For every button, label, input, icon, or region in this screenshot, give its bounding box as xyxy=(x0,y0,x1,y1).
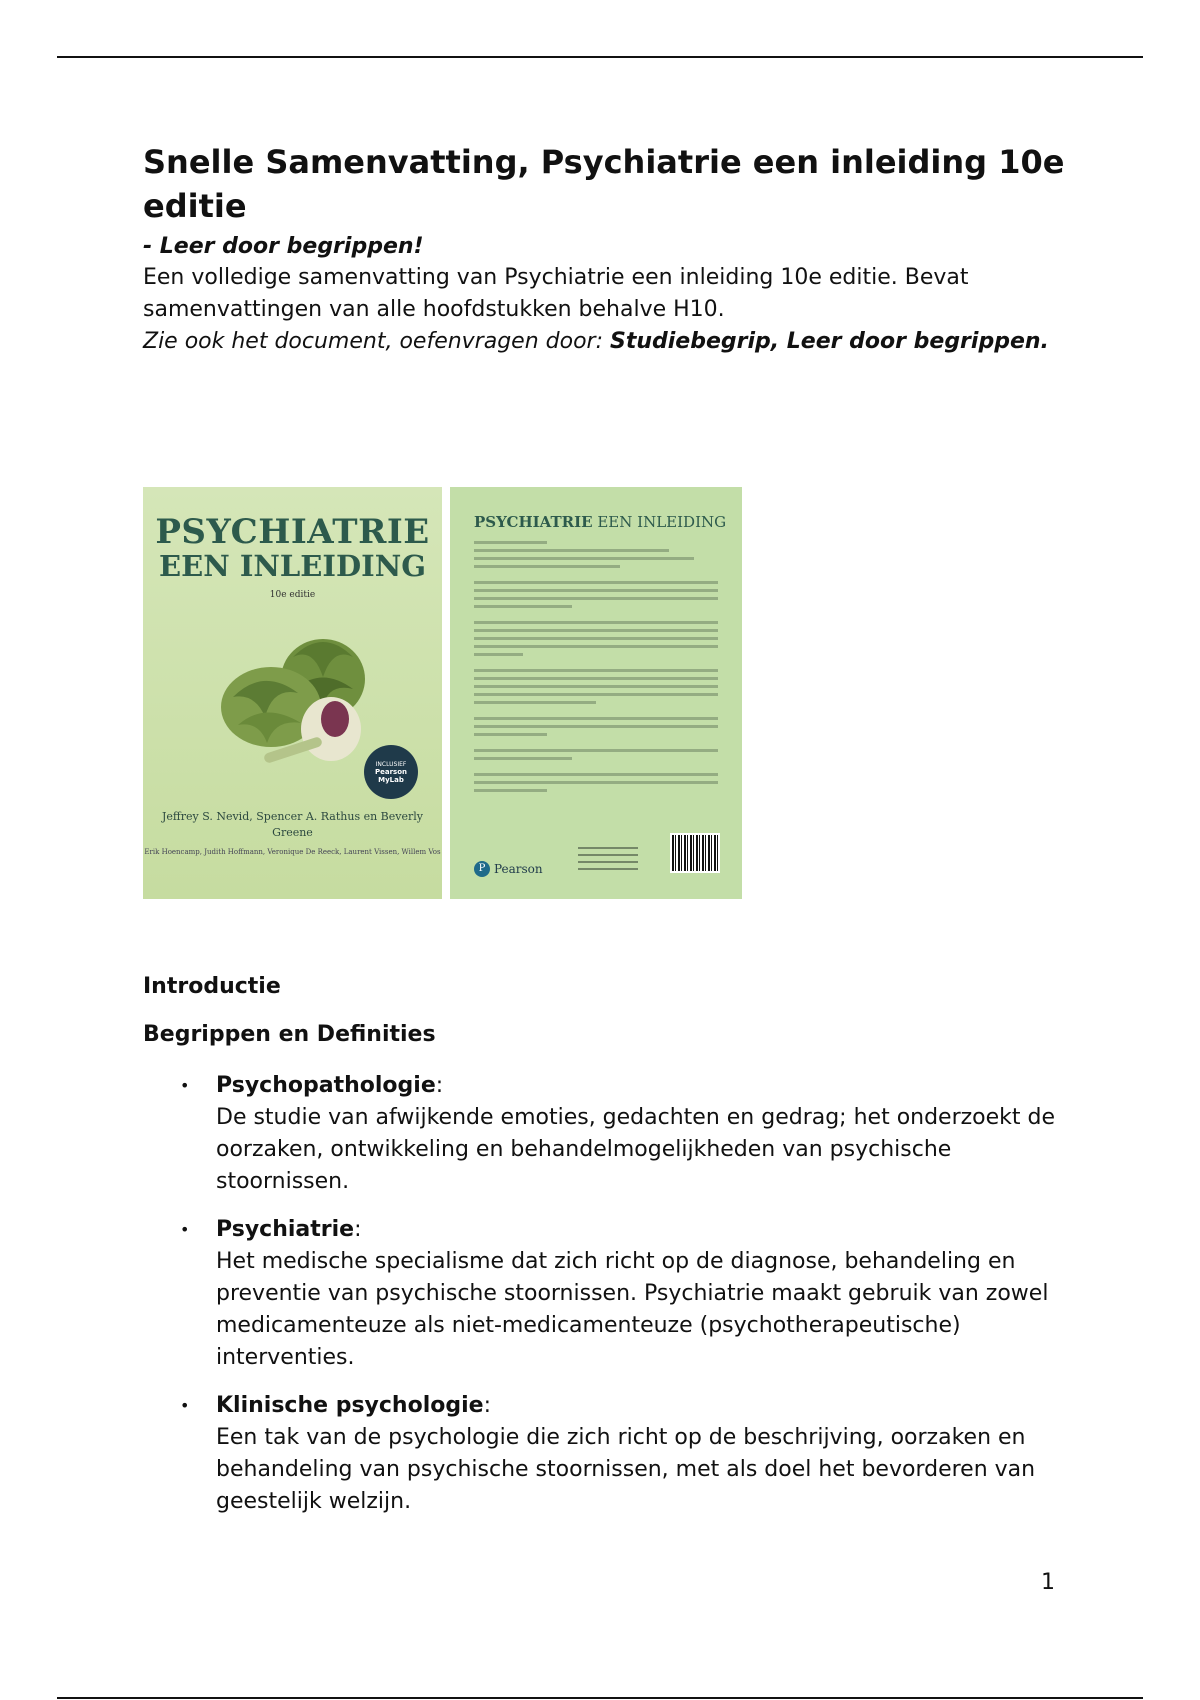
definition-term: Psychopathologie xyxy=(216,1073,436,1098)
introduction-heading: Introductie xyxy=(143,974,281,999)
front-title-line2: EEN INLEIDING xyxy=(159,549,426,583)
see-also-paragraph xyxy=(143,326,1073,358)
document-title: Snelle Samenvatting, Psychiatrie een inleiding 10e editie xyxy=(143,143,1065,225)
back-cover-urls xyxy=(578,847,638,875)
see-also-reference: Studiebegrip, Leer door begrippen. xyxy=(609,329,1049,354)
bullet-icon: • xyxy=(180,1396,190,1415)
front-cover-title xyxy=(143,512,442,583)
bullet-icon: • xyxy=(180,1220,190,1239)
definition-item xyxy=(143,1070,1073,1198)
front-authors-main: Jeffrey S. Nevid, Spencer A. Rathus en Beverly Greene xyxy=(161,810,423,839)
front-cover-authors xyxy=(143,809,442,858)
back-cover-title: PSYCHIATRIE EEN INLEIDING xyxy=(474,513,727,531)
front-cover xyxy=(143,487,442,899)
page-number: 1 xyxy=(1041,1570,1055,1595)
see-also-prefix: Zie ook het document, oefenvragen door: xyxy=(143,329,610,354)
pearson-mylab-badge: INCLUSIEF Pearson MyLab xyxy=(364,745,418,799)
document-subtitle: - Leer door begrippen! xyxy=(143,234,424,259)
pearson-logo: P Pearson xyxy=(474,861,543,877)
front-title-line1: PSYCHIATRIE xyxy=(155,512,430,552)
back-cover xyxy=(450,487,742,899)
definition-text: Een tak van de psychologie die zich richt op de beschrijving, oorzaken en behandeling van psychische stoornissen, met als doel het bevorderen van geestelijk welzijn. xyxy=(216,1425,1036,1514)
book-cover-image xyxy=(143,487,742,899)
bullet-icon: • xyxy=(180,1076,190,1095)
definition-item xyxy=(143,1214,1073,1374)
definition-item xyxy=(143,1390,1073,1518)
definition-text: De studie van afwijkende emoties, gedachten en gedrag; het onderzoekt de oorzaken, ontwikkeling en behandelmogelijkheden van psychische stoornissen. xyxy=(216,1105,1056,1194)
top-rule xyxy=(57,56,1143,58)
term-separator: : xyxy=(435,1073,444,1098)
document-header xyxy=(143,140,1073,358)
definition-term: Psychiatrie xyxy=(216,1217,355,1242)
term-separator: : xyxy=(354,1217,362,1242)
front-edition: 10e editie xyxy=(269,590,316,600)
front-authors-contributors: Erik Hoencamp, Judith Hoffmann, Veronique De Reeck, Laurent Vissen, Willem Vos xyxy=(144,848,441,856)
term-separator: : xyxy=(483,1393,491,1418)
barcode xyxy=(670,833,720,873)
back-cover-blurb xyxy=(474,541,718,797)
bottom-rule xyxy=(57,1697,1143,1699)
definition-text: Het medische specialisme dat zich richt op de diagnose, behandeling en preventie van psychische stoornissen. Psychiatrie maakt gebruik van zowel medicamenteuze als niet-medicamenteuze (psychotherapeutische) interventies. xyxy=(216,1249,1049,1370)
definitions-heading: Begrippen en Definities xyxy=(143,1022,436,1047)
artichoke-illustration xyxy=(203,617,383,777)
intro-paragraph: Een volledige samenvatting van Psychiatrie een inleiding 10e editie. Bevat samenvattingen van alle hoofdstukken behalve H10. xyxy=(143,265,969,322)
definitions-list xyxy=(143,1070,1073,1534)
pearson-p-icon: P xyxy=(474,861,490,877)
definition-term: Klinische psychologie xyxy=(216,1393,484,1418)
